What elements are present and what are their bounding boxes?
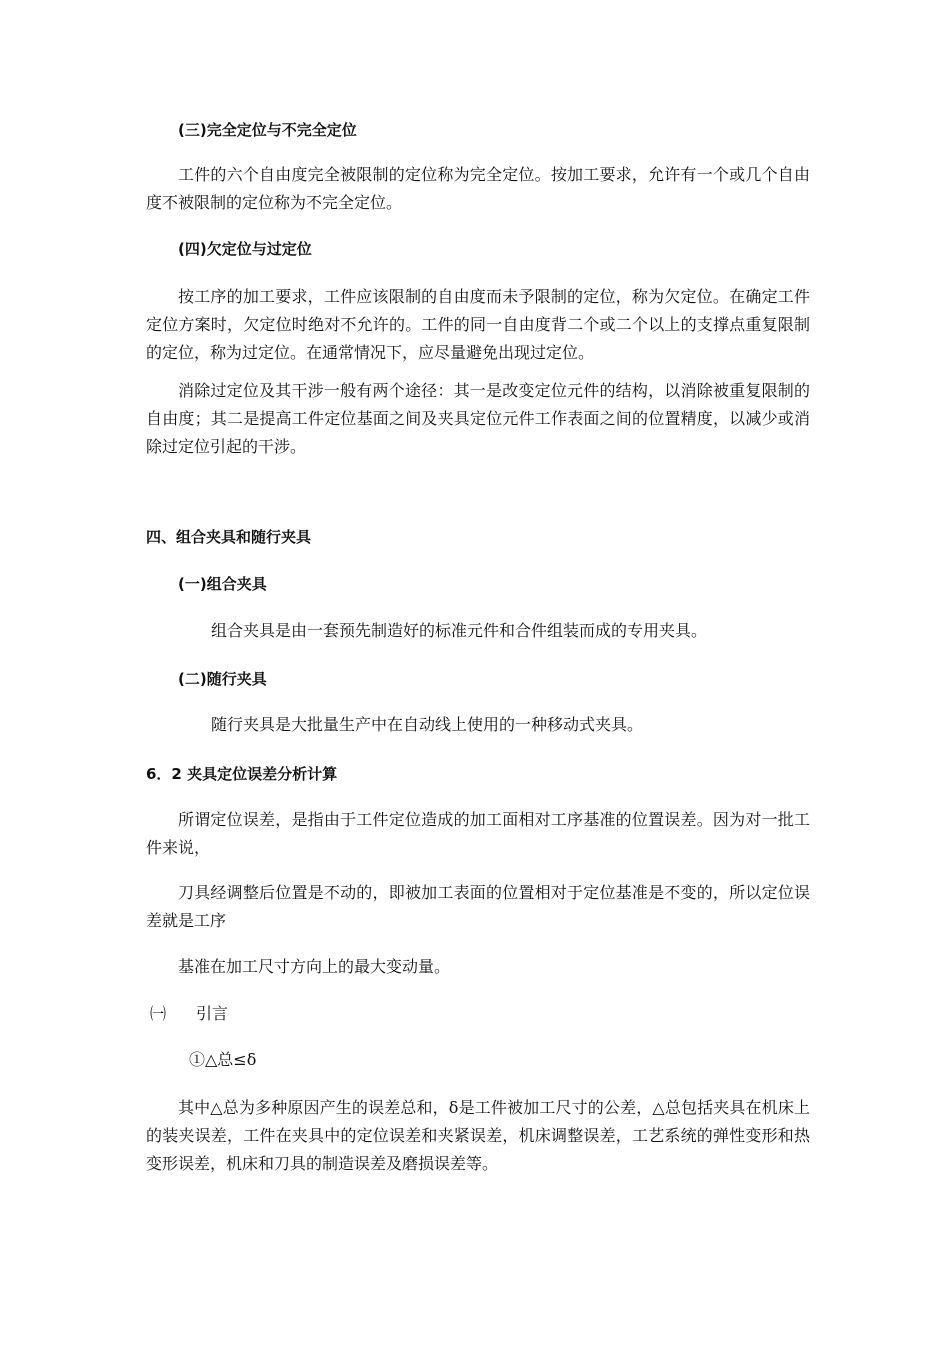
accompanying-fixture-heading: (二)随行夹具 bbox=[178, 670, 267, 688]
combination-fixture-paragraph: 组合夹具是由一套预先制造好的标准元件和合件组装而成的专用夹具。 bbox=[211, 621, 708, 640]
combination-fixture-heading: (一)组合夹具 bbox=[178, 575, 267, 593]
chapter-6-2-heading: 6．2 夹具定位误差分析计算 bbox=[146, 765, 338, 783]
section-4-paragraph-2: 消除过定位及其干涉一般有两个途径：其一是改变定位元件的结构，以消除被重复限制的自由度；其二是提高工件定位基面之间及夹具定位元件工作表面之间的位置精度，以减少或消除过定位引起的干涉。 bbox=[146, 381, 810, 456]
section-4-heading: (四)欠定位与过定位 bbox=[178, 240, 312, 258]
intro-heading: 引言 bbox=[196, 1004, 229, 1023]
section-3-paragraph: 工件的六个自由度完全被限制的定位称为完全定位。按加工要求，允许有一个或几个自由度不被限制的定位称为不完全定位。 bbox=[146, 165, 810, 212]
positioning-error-paragraph-2: 刀具经调整后位置是不动的，即被加工表面的位置相对于定位基准是不变的，所以定位误差就是工序 bbox=[146, 883, 810, 930]
section-4-paragraph-1: 按工序的加工要求，工件应该限制的自由度而未予限制的定位，称为欠定位。在确定工件定位方案时，欠定位时绝对不允许的。工件的同一自由度背二个或二个以上的支撑点重复限制的定位，称为过定位。在通常情况下，应尽量避免出现过定位。 bbox=[146, 287, 810, 362]
part-4-heading: 四、组合夹具和随行夹具 bbox=[146, 528, 312, 546]
total-error-paragraph: 其中△总为多种原因产生的误差总和，δ是工件被加工尺寸的公差，△总包括夹具在机床上的装夹误差，工件在夹具中的定位误差和夹紧误差，机床调整误差，工艺系统的弹性变形和热变形误差，机床和刀具的制造误差及磨损误差等。 bbox=[146, 1098, 810, 1173]
accompanying-fixture-paragraph: 随行夹具是大批量生产中在自动线上使用的一种移动式夹具。 bbox=[211, 715, 644, 734]
positioning-error-paragraph-3: 基准在加工尺寸方向上的最大变动量。 bbox=[178, 957, 451, 976]
section-3-heading: (三)完全定位与不完全定位 bbox=[178, 121, 357, 139]
error-formula: ①△总≤δ bbox=[189, 1050, 257, 1069]
intro-number: ㈠ bbox=[150, 1004, 167, 1023]
positioning-error-paragraph-1: 所谓定位误差，是指由于工件定位造成的加工面相对工序基准的位置误差。因为对一批工件来说， bbox=[146, 810, 810, 857]
